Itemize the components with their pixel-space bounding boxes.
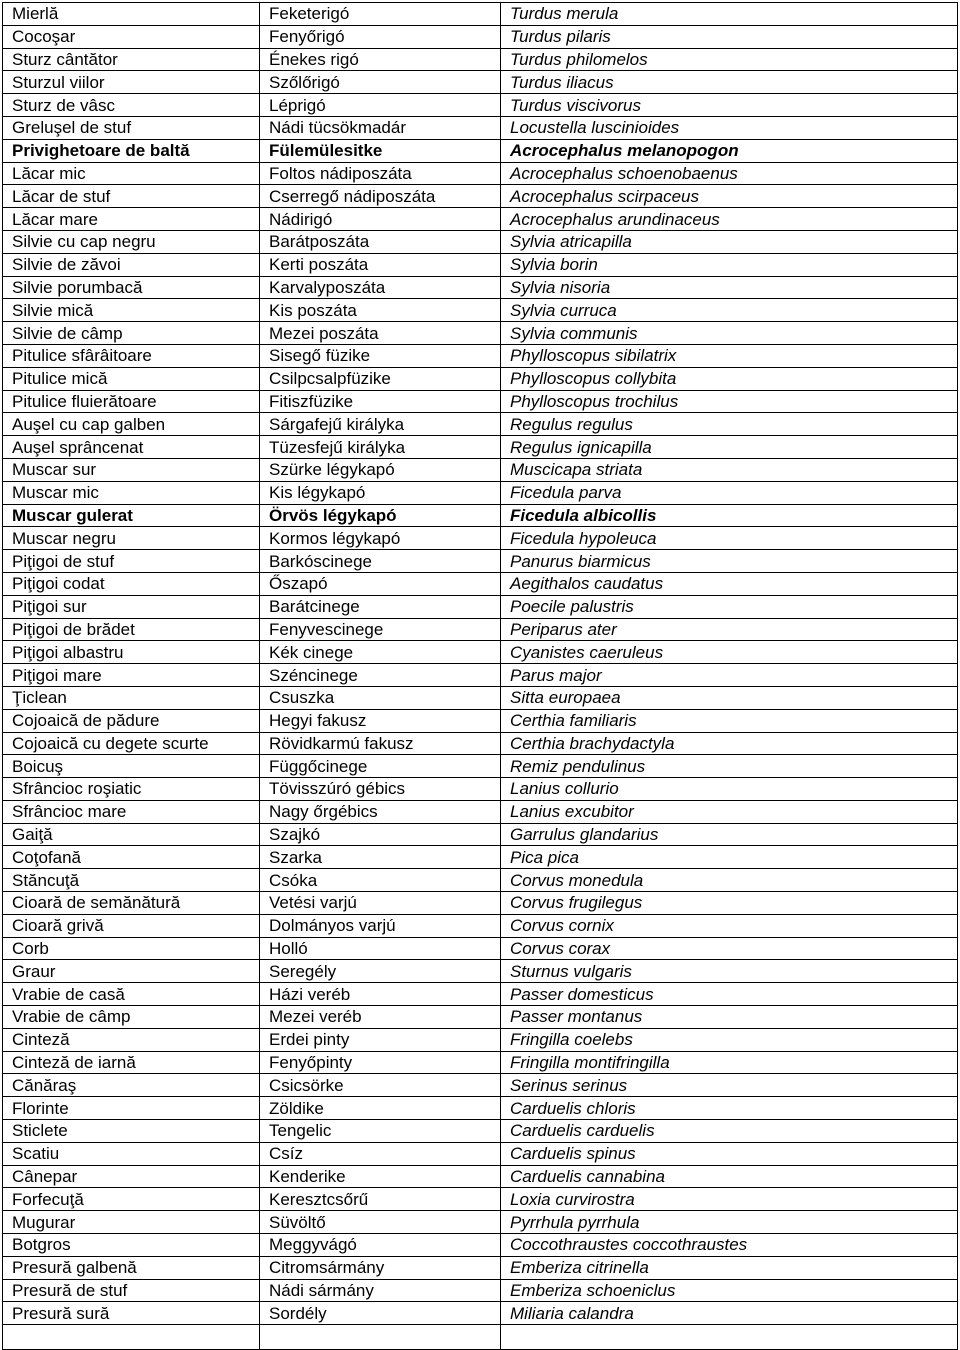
- hungarian-name-cell: Szürke légykapó: [260, 458, 501, 481]
- table-row: [3, 1211, 958, 1234]
- hungarian-name-cell: Fenyőpinty: [260, 1051, 501, 1074]
- latin-name-cell: Turdus viscivorus: [501, 94, 958, 117]
- romanian-name-cell: Pitulice sfârâitoare: [3, 344, 260, 367]
- table-row: [3, 1142, 958, 1165]
- latin-name-cell: Sylvia nisoria: [501, 276, 958, 299]
- table-row: [3, 1279, 958, 1302]
- hungarian-name-cell: Őszapó: [260, 572, 501, 595]
- table-row: [3, 1234, 958, 1257]
- hungarian-name-cell: Énekes rigó: [260, 48, 501, 71]
- hungarian-name-cell: Fenyvescinege: [260, 618, 501, 641]
- table-row: [3, 960, 958, 983]
- hungarian-name-cell: Széncinege: [260, 664, 501, 687]
- romanian-name-cell: Florinte: [3, 1097, 260, 1120]
- table-row: [3, 208, 958, 231]
- table-row: [3, 914, 958, 937]
- hungarian-name-cell: Süvöltő: [260, 1211, 501, 1234]
- romanian-name-cell: Muscar negru: [3, 527, 260, 550]
- latin-name-cell: Lanius excubitor: [501, 800, 958, 823]
- romanian-name-cell: Gaiţă: [3, 823, 260, 846]
- table-row: [3, 732, 958, 755]
- table-row: [3, 116, 958, 139]
- latin-name-cell: Carduelis chloris: [501, 1097, 958, 1120]
- table-row: [3, 1302, 958, 1325]
- table-row: [3, 71, 958, 94]
- table-row: [3, 800, 958, 823]
- latin-name-cell: Sturnus vulgaris: [501, 960, 958, 983]
- romanian-name-cell: Presură galbenă: [3, 1256, 260, 1279]
- latin-name-cell: Emberiza schoeniclus: [501, 1279, 958, 1302]
- latin-name-cell: Turdus iliacus: [501, 71, 958, 94]
- romanian-name-cell: Silvie mică: [3, 299, 260, 322]
- table-row: [3, 25, 958, 48]
- latin-name-cell: Emberiza citrinella: [501, 1256, 958, 1279]
- romanian-name-cell: Presură de stuf: [3, 1279, 260, 1302]
- hungarian-name-cell: Erdei pinty: [260, 1028, 501, 1051]
- table-row: [3, 504, 958, 527]
- table-row: [3, 846, 958, 869]
- hungarian-name-cell: Cserregő nádiposzáta: [260, 185, 501, 208]
- hungarian-name-cell: Barátposzáta: [260, 230, 501, 253]
- table-row: [3, 869, 958, 892]
- latin-name-cell: Corvus cornix: [501, 914, 958, 937]
- table-row: [3, 778, 958, 801]
- table-row: [3, 1006, 958, 1029]
- table-row: [3, 595, 958, 618]
- hungarian-name-cell: Szajkó: [260, 823, 501, 846]
- latin-name-cell: Panurus biarmicus: [501, 550, 958, 573]
- romanian-name-cell: Sturzul viilor: [3, 71, 260, 94]
- hungarian-name-cell: Csicsörke: [260, 1074, 501, 1097]
- latin-name-cell: Cyanistes caeruleus: [501, 641, 958, 664]
- latin-name-cell: Pica pica: [501, 846, 958, 869]
- latin-name-cell: Regulus regulus: [501, 413, 958, 436]
- table-row: [3, 1165, 958, 1188]
- romanian-name-cell: Cioară de semănătură: [3, 892, 260, 915]
- table-row: [3, 641, 958, 664]
- romanian-name-cell: Silvie cu cap negru: [3, 230, 260, 253]
- hungarian-name-cell: Nagy őrgébics: [260, 800, 501, 823]
- romanian-name-cell: Greluşel de stuf: [3, 116, 260, 139]
- romanian-name-cell: Vrabie de câmp: [3, 1006, 260, 1029]
- latin-name-cell: Sylvia communis: [501, 322, 958, 345]
- romanian-name-cell: Cinteză: [3, 1028, 260, 1051]
- latin-name-cell: Turdus merula: [501, 3, 958, 26]
- hungarian-name-cell: Függőcinege: [260, 755, 501, 778]
- table-row: [3, 937, 958, 960]
- romanian-name-cell: Scatiu: [3, 1142, 260, 1165]
- romanian-name-cell: Cocoşar: [3, 25, 260, 48]
- table-row: [3, 185, 958, 208]
- hungarian-name-cell: Sordély: [260, 1302, 501, 1325]
- romanian-name-cell: Muscar gulerat: [3, 504, 260, 527]
- latin-name-cell: Acrocephalus arundinaceus: [501, 208, 958, 231]
- latin-name-cell: Sylvia atricapilla: [501, 230, 958, 253]
- hungarian-name-cell: Szőlőrigó: [260, 71, 501, 94]
- romanian-name-cell: Forfecuţă: [3, 1188, 260, 1211]
- hungarian-name-cell: Nádi tücsökmadár: [260, 116, 501, 139]
- hungarian-name-cell: Nádirigó: [260, 208, 501, 231]
- species-table-body: [3, 3, 958, 1350]
- hungarian-name-cell: Kenderike: [260, 1165, 501, 1188]
- bird-species-table: [2, 2, 958, 1350]
- latin-name-cell: Carduelis cannabina: [501, 1165, 958, 1188]
- hungarian-name-cell: Tüzesfejű királyka: [260, 436, 501, 459]
- romanian-name-cell: Botgros: [3, 1234, 260, 1257]
- empty-cell: [3, 1325, 260, 1350]
- hungarian-name-cell: Rövidkarmú fakusz: [260, 732, 501, 755]
- romanian-name-cell: Piţigoi sur: [3, 595, 260, 618]
- romanian-name-cell: Auşel cu cap galben: [3, 413, 260, 436]
- romanian-name-cell: Cănăraş: [3, 1074, 260, 1097]
- hungarian-name-cell: Kis légykapó: [260, 481, 501, 504]
- latin-name-cell: Muscicapa striata: [501, 458, 958, 481]
- hungarian-name-cell: Kerti poszáta: [260, 253, 501, 276]
- latin-name-cell: Acrocephalus melanopogon: [501, 139, 958, 162]
- romanian-name-cell: Lăcar mare: [3, 208, 260, 231]
- romanian-name-cell: Stăncuţă: [3, 869, 260, 892]
- romanian-name-cell: Silvie de câmp: [3, 322, 260, 345]
- romanian-name-cell: Cioară grivă: [3, 914, 260, 937]
- latin-name-cell: Regulus ignicapilla: [501, 436, 958, 459]
- romanian-name-cell: Lăcar mic: [3, 162, 260, 185]
- latin-name-cell: Corvus frugilegus: [501, 892, 958, 915]
- romanian-name-cell: Lăcar de stuf: [3, 185, 260, 208]
- romanian-name-cell: Cânepar: [3, 1165, 260, 1188]
- romanian-name-cell: Auşel sprâncenat: [3, 436, 260, 459]
- table-row: [3, 1188, 958, 1211]
- table-row: [3, 139, 958, 162]
- hungarian-name-cell: Tövisszúró gébics: [260, 778, 501, 801]
- latin-name-cell: Fringilla coelebs: [501, 1028, 958, 1051]
- romanian-name-cell: Piţigoi mare: [3, 664, 260, 687]
- romanian-name-cell: Sfrâncioc mare: [3, 800, 260, 823]
- table-row: [3, 436, 958, 459]
- hungarian-name-cell: Mezei poszáta: [260, 322, 501, 345]
- table-row: [3, 1028, 958, 1051]
- latin-name-cell: Carduelis carduelis: [501, 1120, 958, 1143]
- hungarian-name-cell: Zöldike: [260, 1097, 501, 1120]
- latin-name-cell: Phylloscopus trochilus: [501, 390, 958, 413]
- hungarian-name-cell: Házi veréb: [260, 983, 501, 1006]
- table-row: [3, 709, 958, 732]
- table-row: [3, 823, 958, 846]
- hungarian-name-cell: Mezei veréb: [260, 1006, 501, 1029]
- hungarian-name-cell: Fitiszfüzike: [260, 390, 501, 413]
- table-row: [3, 664, 958, 687]
- hungarian-name-cell: Léprigó: [260, 94, 501, 117]
- romanian-name-cell: Cojoaică cu degete scurte: [3, 732, 260, 755]
- hungarian-name-cell: Vetési varjú: [260, 892, 501, 915]
- hungarian-name-cell: Sárgafejű királyka: [260, 413, 501, 436]
- table-row: [3, 94, 958, 117]
- latin-name-cell: Acrocephalus schoenobaenus: [501, 162, 958, 185]
- latin-name-cell: Phylloscopus collybita: [501, 367, 958, 390]
- table-row: [3, 48, 958, 71]
- table-row: [3, 1256, 958, 1279]
- hungarian-name-cell: Fülemülesitke: [260, 139, 501, 162]
- hungarian-name-cell: Csuszka: [260, 686, 501, 709]
- latin-name-cell: Passer domesticus: [501, 983, 958, 1006]
- hungarian-name-cell: Meggyvágó: [260, 1234, 501, 1257]
- table-row: [3, 686, 958, 709]
- hungarian-name-cell: Seregély: [260, 960, 501, 983]
- latin-name-cell: Lanius collurio: [501, 778, 958, 801]
- hungarian-name-cell: Tengelic: [260, 1120, 501, 1143]
- table-row: [3, 3, 958, 26]
- table-row: [3, 162, 958, 185]
- hungarian-name-cell: Feketerigó: [260, 3, 501, 26]
- empty-cell: [501, 1325, 958, 1350]
- latin-name-cell: Sitta europaea: [501, 686, 958, 709]
- latin-name-cell: Carduelis spinus: [501, 1142, 958, 1165]
- hungarian-name-cell: Foltos nádiposzáta: [260, 162, 501, 185]
- latin-name-cell: Poecile palustris: [501, 595, 958, 618]
- empty-cell: [260, 1325, 501, 1350]
- romanian-name-cell: Corb: [3, 937, 260, 960]
- latin-name-cell: Acrocephalus scirpaceus: [501, 185, 958, 208]
- latin-name-cell: Periparus ater: [501, 618, 958, 641]
- table-row: [3, 230, 958, 253]
- romanian-name-cell: Mierlă: [3, 3, 260, 26]
- table-row: [3, 983, 958, 1006]
- romanian-name-cell: Boicuş: [3, 755, 260, 778]
- table-row: [3, 413, 958, 436]
- latin-name-cell: Coccothraustes coccothraustes: [501, 1234, 958, 1257]
- table-row: [3, 299, 958, 322]
- table-row: [3, 550, 958, 573]
- table-row: [3, 390, 958, 413]
- romanian-name-cell: Pitulice mică: [3, 367, 260, 390]
- hungarian-name-cell: Nádi sármány: [260, 1279, 501, 1302]
- latin-name-cell: Passer montanus: [501, 1006, 958, 1029]
- latin-name-cell: Certhia brachydactyla: [501, 732, 958, 755]
- romanian-name-cell: Muscar mic: [3, 481, 260, 504]
- hungarian-name-cell: Sisegő füzike: [260, 344, 501, 367]
- latin-name-cell: Turdus pilaris: [501, 25, 958, 48]
- hungarian-name-cell: Szarka: [260, 846, 501, 869]
- latin-name-cell: Aegithalos caudatus: [501, 572, 958, 595]
- hungarian-name-cell: Citromsármány: [260, 1256, 501, 1279]
- romanian-name-cell: Presură sură: [3, 1302, 260, 1325]
- latin-name-cell: Garrulus glandarius: [501, 823, 958, 846]
- hungarian-name-cell: Kis poszáta: [260, 299, 501, 322]
- empty-table-row: [3, 1325, 958, 1350]
- latin-name-cell: Miliaria calandra: [501, 1302, 958, 1325]
- romanian-name-cell: Vrabie de casă: [3, 983, 260, 1006]
- latin-name-cell: Remiz pendulinus: [501, 755, 958, 778]
- latin-name-cell: Serinus serinus: [501, 1074, 958, 1097]
- hungarian-name-cell: Dolmányos varjú: [260, 914, 501, 937]
- hungarian-name-cell: Örvös légykapó: [260, 504, 501, 527]
- romanian-name-cell: Silvie de zăvoi: [3, 253, 260, 276]
- latin-name-cell: Sylvia curruca: [501, 299, 958, 322]
- hungarian-name-cell: Csíz: [260, 1142, 501, 1165]
- romanian-name-cell: Ţiclean: [3, 686, 260, 709]
- table-row: [3, 892, 958, 915]
- table-row: [3, 1097, 958, 1120]
- hungarian-name-cell: Holló: [260, 937, 501, 960]
- romanian-name-cell: Privighetoare de baltă: [3, 139, 260, 162]
- hungarian-name-cell: Hegyi fakusz: [260, 709, 501, 732]
- hungarian-name-cell: Kormos légykapó: [260, 527, 501, 550]
- table-row: [3, 1120, 958, 1143]
- table-row: [3, 481, 958, 504]
- hungarian-name-cell: Kék cinege: [260, 641, 501, 664]
- hungarian-name-cell: Barkóscinege: [260, 550, 501, 573]
- romanian-name-cell: Piţigoi albastru: [3, 641, 260, 664]
- romanian-name-cell: Graur: [3, 960, 260, 983]
- latin-name-cell: Pyrrhula pyrrhula: [501, 1211, 958, 1234]
- table-row: [3, 276, 958, 299]
- table-row: [3, 367, 958, 390]
- table-row: [3, 1051, 958, 1074]
- romanian-name-cell: Sfrâncioc roşiatic: [3, 778, 260, 801]
- table-row: [3, 1074, 958, 1097]
- latin-name-cell: Loxia curvirostra: [501, 1188, 958, 1211]
- romanian-name-cell: Pitulice fluierătoare: [3, 390, 260, 413]
- latin-name-cell: Ficedula hypoleuca: [501, 527, 958, 550]
- latin-name-cell: Corvus corax: [501, 937, 958, 960]
- romanian-name-cell: Muscar sur: [3, 458, 260, 481]
- latin-name-cell: Phylloscopus sibilatrix: [501, 344, 958, 367]
- hungarian-name-cell: Barátcinege: [260, 595, 501, 618]
- hungarian-name-cell: Fenyőrigó: [260, 25, 501, 48]
- table-row: [3, 527, 958, 550]
- latin-name-cell: Corvus monedula: [501, 869, 958, 892]
- romanian-name-cell: Mugurar: [3, 1211, 260, 1234]
- table-row: [3, 572, 958, 595]
- romanian-name-cell: Piţigoi de brădet: [3, 618, 260, 641]
- romanian-name-cell: Sturz cântător: [3, 48, 260, 71]
- hungarian-name-cell: Keresztcsőrű: [260, 1188, 501, 1211]
- table-row: [3, 253, 958, 276]
- latin-name-cell: Fringilla montifringilla: [501, 1051, 958, 1074]
- romanian-name-cell: Sticlete: [3, 1120, 260, 1143]
- table-row: [3, 458, 958, 481]
- romanian-name-cell: Piţigoi codat: [3, 572, 260, 595]
- latin-name-cell: Sylvia borin: [501, 253, 958, 276]
- romanian-name-cell: Cinteză de iarnă: [3, 1051, 260, 1074]
- table-row: [3, 755, 958, 778]
- latin-name-cell: Locustella luscinioides: [501, 116, 958, 139]
- romanian-name-cell: Piţigoi de stuf: [3, 550, 260, 573]
- romanian-name-cell: Sturz de vâsc: [3, 94, 260, 117]
- latin-name-cell: Turdus philomelos: [501, 48, 958, 71]
- table-row: [3, 344, 958, 367]
- latin-name-cell: Ficedula albicollis: [501, 504, 958, 527]
- hungarian-name-cell: Karvalyposzáta: [260, 276, 501, 299]
- romanian-name-cell: Silvie porumbacă: [3, 276, 260, 299]
- latin-name-cell: Certhia familiaris: [501, 709, 958, 732]
- romanian-name-cell: Coţofană: [3, 846, 260, 869]
- hungarian-name-cell: Csóka: [260, 869, 501, 892]
- latin-name-cell: Ficedula parva: [501, 481, 958, 504]
- table-row: [3, 618, 958, 641]
- table-row: [3, 322, 958, 345]
- latin-name-cell: Parus major: [501, 664, 958, 687]
- romanian-name-cell: Cojoaică de pădure: [3, 709, 260, 732]
- hungarian-name-cell: Csilpcsalpfüzike: [260, 367, 501, 390]
